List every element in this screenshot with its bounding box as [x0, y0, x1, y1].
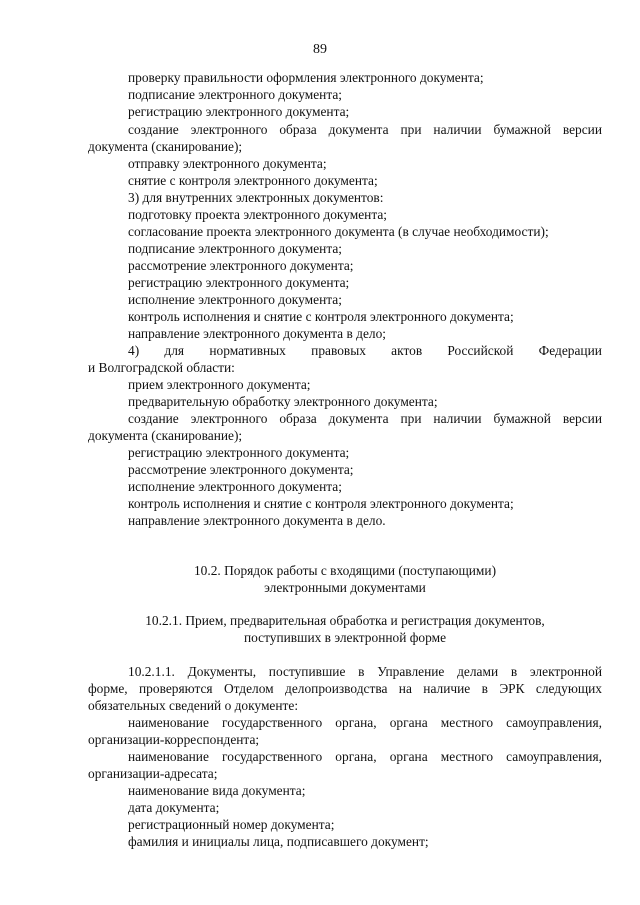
text-line: исполнение электронного документа; [128, 479, 342, 494]
section-heading: 10.2. Порядок работы с входящими (поступающими) [193, 563, 497, 578]
text-line: наименование государственного органа, органа местного самоуправления, [128, 749, 602, 764]
subsection-heading: 10.2.1. Прием, предварительная обработка и регистрация документов, [145, 613, 545, 628]
text-line: организации-адресата; [88, 766, 218, 781]
subsection-heading: поступивших в электронной форме [243, 630, 447, 645]
text-line: направление электронного документа в дело. [128, 513, 386, 528]
text-line: проверку правильности оформления электронного документа; [128, 70, 484, 85]
text-line: 3) для внутренних электронных документов: [128, 190, 384, 205]
text-line: наименование государственного органа, органа местного самоуправления, [128, 715, 602, 730]
text-line-spaced [128, 343, 602, 359]
text-line: фамилия и инициалы лица, подписавшего документ; [128, 834, 429, 849]
word: актов [391, 343, 423, 358]
text-line: подписание электронного документа; [128, 241, 342, 256]
text-line: направление электронного документа в дело; [128, 326, 386, 341]
text-line: регистрацию электронного документа; [128, 104, 350, 119]
text-line: регистрацию электронного документа; [128, 275, 350, 290]
text-line: организации-корреспондента; [88, 732, 260, 747]
word: нормативных [209, 343, 286, 358]
text-line: подписание электронного документа; [128, 87, 342, 102]
text-line: предварительную обработку электронного документа; [128, 394, 438, 409]
page-number: 89 [313, 42, 327, 57]
text-line: 10.2.1.1. Документы, поступившие в Управление делами в электронной [128, 664, 602, 679]
text-line: дата документа; [128, 800, 220, 815]
text-line: снятие с контроля электронного документа; [128, 173, 378, 188]
text-line: рассмотрение электронного документа; [128, 462, 354, 477]
word: Федерации [538, 343, 602, 358]
text-line: контроль исполнения и снятие с контроля электронного документа; [128, 309, 514, 324]
text-line: обязательных сведений о документе: [88, 698, 299, 713]
text-line: и Волгоградской области: [88, 360, 235, 375]
section-heading: электронными документами [264, 580, 426, 595]
word: 4) [128, 343, 140, 358]
text-line: документа (сканирование); [88, 139, 243, 154]
text-line: регистрационный номер документа; [128, 817, 335, 832]
text-line: форме, проверяются Отделом делопроизводства на наличие в ЭРК следующих [88, 681, 602, 696]
text-line: создание электронного образа документа при наличии бумажной версии [128, 122, 602, 137]
text-line: согласование проекта электронного документа (в случае необходимости); [128, 224, 549, 239]
text-line: прием электронного документа; [128, 377, 311, 392]
word: правовых [311, 343, 366, 358]
text-line: наименование вида документа; [128, 783, 306, 798]
text-line: подготовку проекта электронного документа; [128, 207, 388, 222]
text-line: контроль исполнения и снятие с контроля электронного документа; [128, 496, 514, 511]
text-line: исполнение электронного документа; [128, 292, 342, 307]
text-line: рассмотрение электронного документа; [128, 258, 354, 273]
text-line: документа (сканирование); [88, 428, 243, 443]
text-line: регистрацию электронного документа; [128, 445, 350, 460]
text-line: отправку электронного документа; [128, 156, 327, 171]
word: для [164, 343, 185, 358]
text-line: создание электронного образа документа при наличии бумажной версии [128, 411, 602, 426]
word: Российской [447, 343, 514, 358]
